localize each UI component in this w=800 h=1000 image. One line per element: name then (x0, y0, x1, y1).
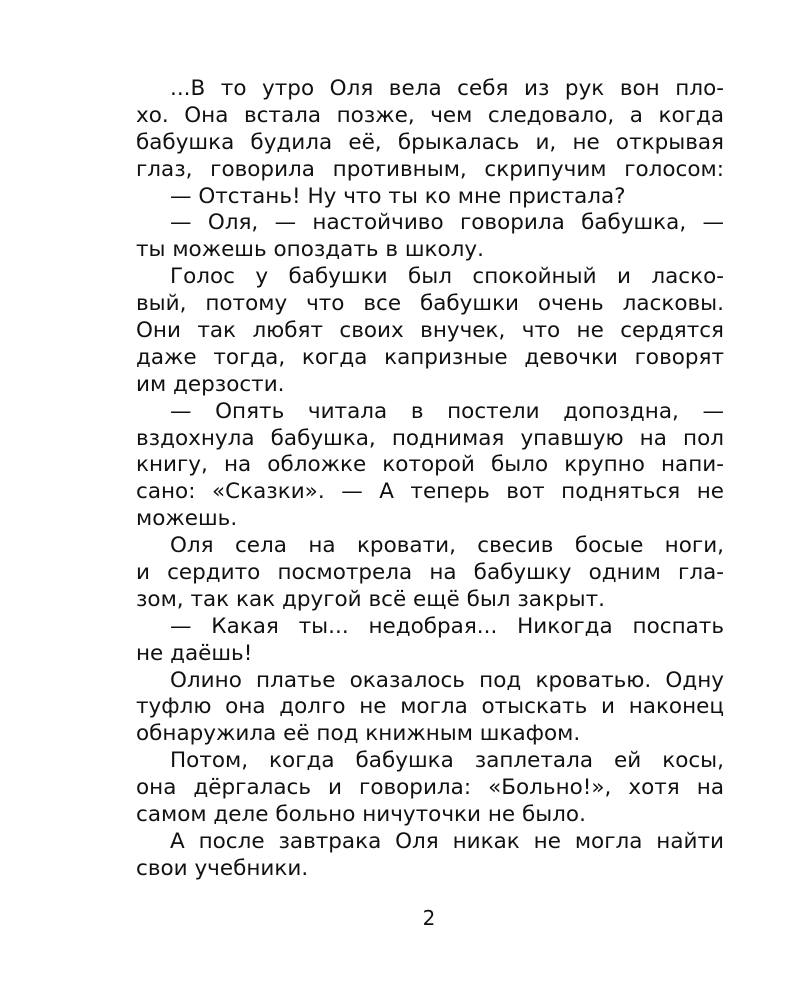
text-line: — Оля, — настойчиво говорила бабушка, — (170, 210, 724, 236)
text-line: хо. Она встала позже, чем следовало, а когда (136, 102, 724, 128)
text-line: — Отстань! Ну что ты ко мне пристала? (170, 183, 626, 209)
text-line: она дёргалась и говорила: «Больно!», хотя на (136, 775, 724, 801)
text-line: обнаружила её под книжным шкафом. (136, 721, 581, 747)
text-line: можешь. (136, 506, 238, 532)
text-line: даже тогда, когда капризные девочки говорят (136, 344, 724, 370)
text-line: не даёшь! (136, 640, 253, 666)
text-line: сано: «Сказки». — А теперь вот подняться не (136, 479, 724, 505)
text-line: вздохнула бабушка, поднимая упавшую на пол (136, 425, 724, 451)
text-line: ...В то утро Оля вела себя из рук вон пло- (170, 76, 724, 101)
story-text (136, 76, 724, 883)
text-line: туфлю она долго не могла отыскать и наконец (136, 694, 724, 720)
text-line: глаз, говорила противным, скрипучим голосом: (136, 156, 724, 182)
text-line: — Опять читала в постели допоздна, — (170, 398, 724, 424)
text-line: и сердито посмотрела на бабушку одним гла- (136, 560, 724, 586)
text-line: ты можешь опоздать в школу. (136, 237, 484, 263)
text-line: книгу, на обложке которой было крупно напи- (136, 452, 724, 478)
text-line: зом, так как другой всё ещё был закрыт. (136, 586, 605, 612)
text-line: вый, потому что все бабушки очень ласковы. (136, 291, 724, 317)
text-line: самом деле больно ничуточки не было. (136, 802, 586, 828)
text-line: — Какая ты... недобрая... Никогда поспать (170, 613, 724, 639)
text-line: Олино платье оказалось под кроватью. Одну (170, 667, 724, 693)
text-line: А после завтрака Оля никак не могла найти (170, 828, 724, 854)
text-line: им дерзости. (136, 371, 285, 397)
text-line: свои учебники. (136, 855, 309, 881)
text-line: Голос у бабушки был спокойный и ласко- (170, 264, 724, 290)
text-line: Потом, когда бабушка заплетала ей косы, (170, 748, 724, 774)
page-number: 2 (422, 906, 436, 930)
text-line: Они так любят своих внучек, что не сердятся (136, 318, 724, 344)
text-line: Оля села на кровати, свесив босые ноги, (170, 533, 724, 559)
text-line: бабушка будила её, брыкалась и, не открывая (136, 129, 724, 155)
